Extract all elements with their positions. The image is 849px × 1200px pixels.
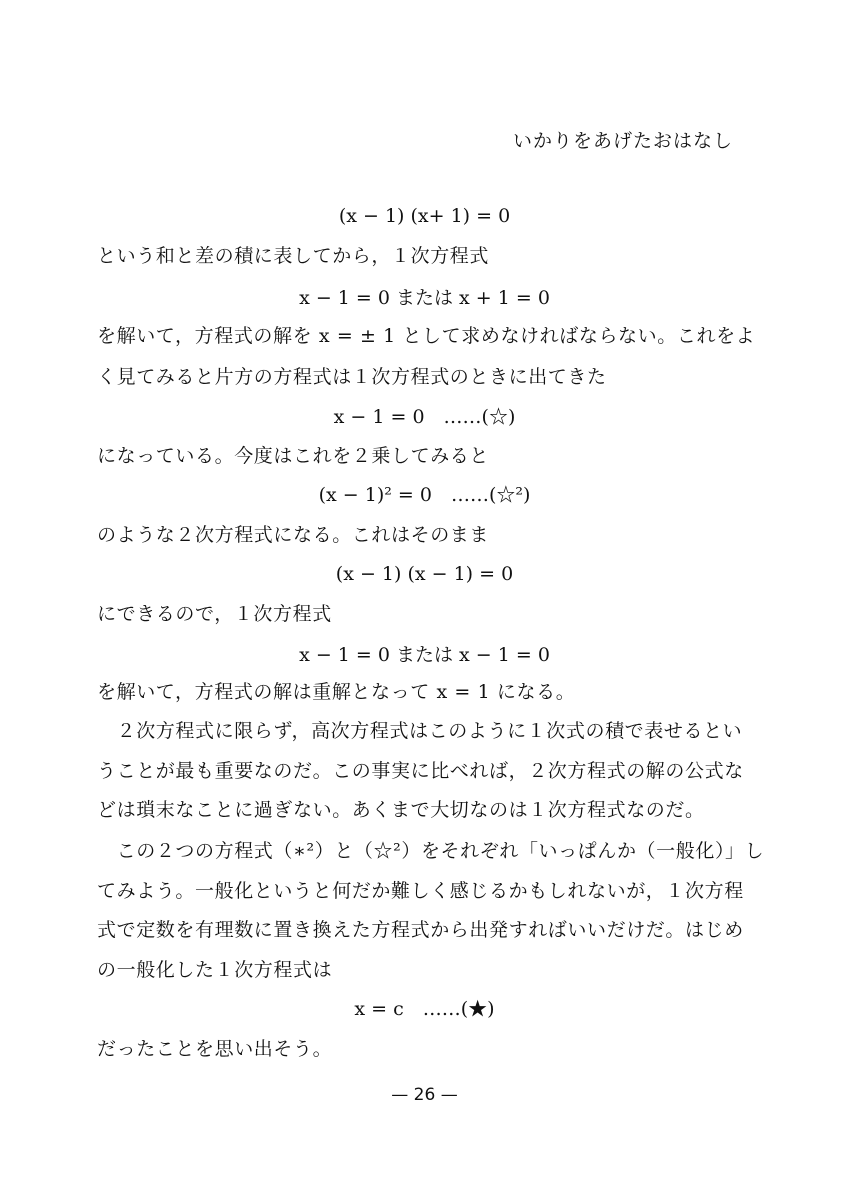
text-line-4: になっている。今度はこれを２乗してみると [97, 445, 490, 467]
text-line-9: うことが最も重要なのだ。この事実に比べれば，２次方程式の解の公式な [97, 760, 744, 782]
equation-1: (x − 1) (x+ 1) = 0 [338, 205, 511, 227]
equation-4: (x − 1)² = 0 ……(☆²) [318, 484, 531, 506]
text-line-15: だったことを思い出そう。 [97, 1038, 333, 1060]
equation-7: x = c ……(★) [354, 998, 495, 1020]
equation-3: x − 1 = 0 ……(☆) [333, 406, 516, 428]
page-number: — 26 — [391, 1085, 458, 1105]
equation-2: x − 1 = 0 または x + 1 = 0 [299, 287, 550, 309]
text-line-1: という和と差の積に表してから，１次方程式 [97, 245, 490, 267]
text-line-5: のような２次方程式になる。これはそのまま [97, 524, 490, 546]
text-line-13: 式で定数を有理数に置き換えた方程式から出発すればいいだけだ。はじめ [97, 919, 744, 941]
text-line-2: を解いて，方程式の解を x = ± 1 として求めなければならない。これをよ [97, 325, 756, 347]
text-line-3: く見てみると片方の方程式は１次方程式のときに出てきた [97, 366, 607, 388]
equation-5: (x − 1) (x − 1) = 0 [335, 563, 514, 585]
text-line-10: どは瑣末なことに過ぎない。あくまで大切なのは１次方程式なのだ。 [97, 799, 705, 821]
text-line-6: にできるので，１次方程式 [97, 603, 332, 625]
equation-6: x − 1 = 0 または x − 1 = 0 [299, 644, 550, 666]
text-line-7: を解いて，方程式の解は重解となって x = 1 になる。 [97, 681, 576, 703]
text-line-14: の一般化した１次方程式は [97, 959, 333, 981]
text-line-12: てみよう。一般化というと何だか難しく感じるかもしれないが，１次方程 [97, 880, 744, 902]
running-header: いかりをあげたおはなし [512, 130, 733, 152]
text-line-8: ２次方程式に限らず，高次方程式はこのように１次式の積で表せるとい [97, 720, 743, 742]
text-line-11: この２つの方程式（∗²）と（☆²）をそれぞれ「いっぱんか（一般化）」し [97, 840, 765, 862]
